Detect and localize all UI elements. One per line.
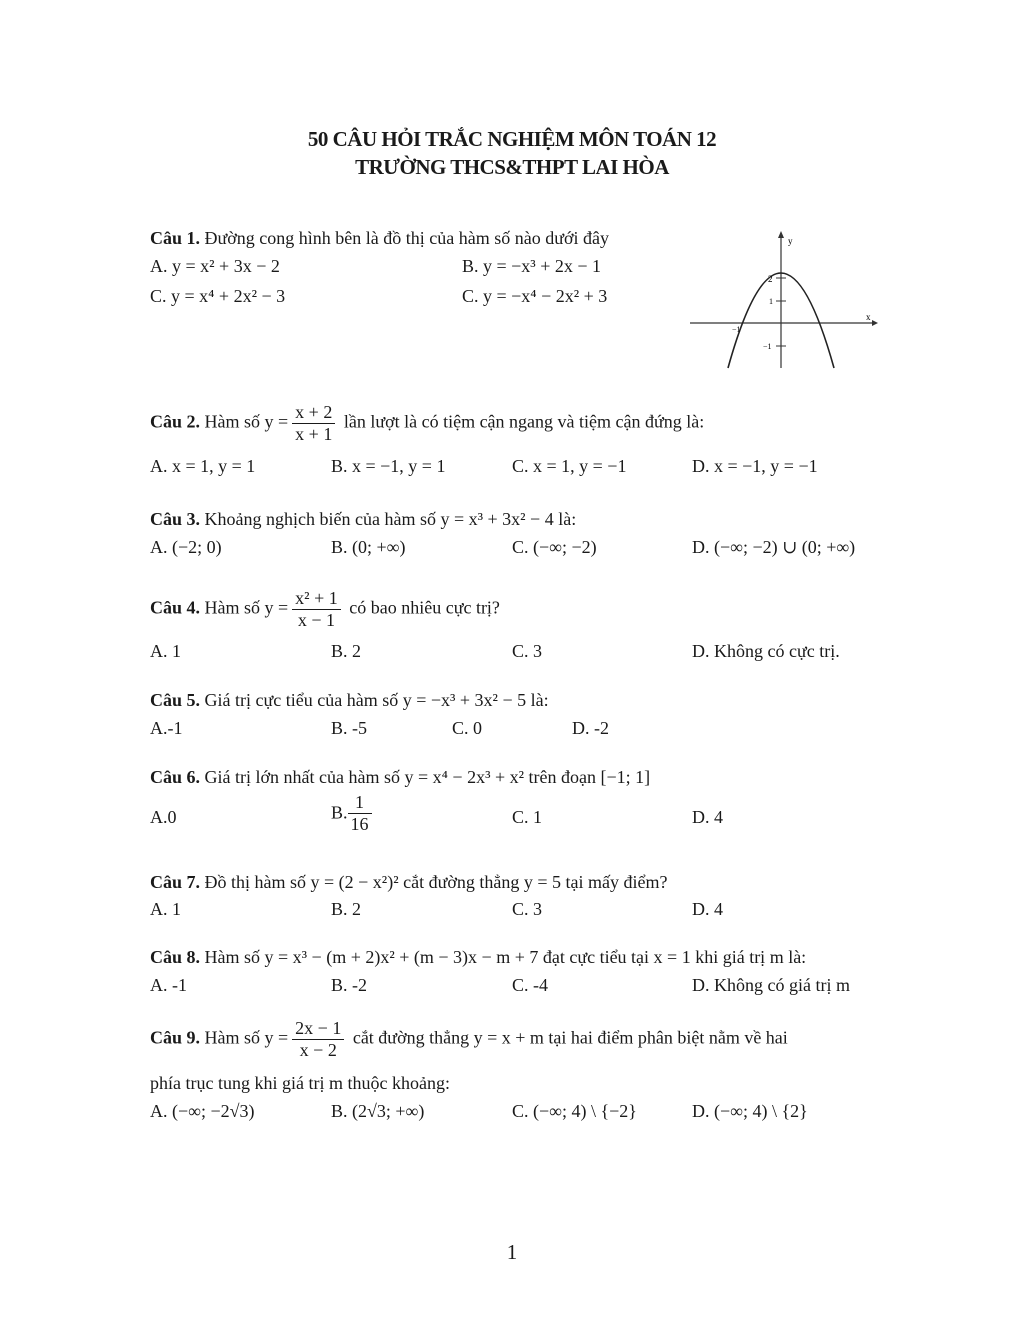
question-6: [150, 767, 650, 788]
question-pre: Hàm số y =: [204, 411, 289, 432]
question-text: Giá trị cực tiểu của hàm số y = −x³ + 3x² − 5 là:: [204, 690, 549, 710]
question-8: [150, 947, 806, 968]
q2-option-b: B. x = −1, y = 1: [331, 456, 446, 476]
q3-option-d: D. (−∞; −2) ∪ (0; +∞): [692, 537, 856, 557]
fraction-denominator: 16: [350, 813, 369, 834]
q1-option-a: A. y = x² + 3x − 2: [150, 256, 280, 276]
fraction: [292, 1018, 344, 1060]
question-label: Câu 5.: [150, 690, 201, 710]
tick-label-x-neg1: −1: [732, 325, 741, 334]
parabola-graph: [690, 228, 880, 373]
q3-option-a: A. (−2; 0): [150, 537, 222, 557]
q4-option-b: B. 2: [331, 641, 362, 661]
question-text: Đồ thị hàm số y = (2 − x²)² cắt đường thẳng y = 5 tại mấy điểm?: [204, 872, 668, 892]
q5-option-d: D. -2: [572, 718, 609, 738]
fraction: [292, 402, 335, 444]
fraction-denominator: x + 1: [295, 423, 333, 444]
question-label: Câu 1.: [150, 228, 201, 248]
q8-option-a: A. -1: [150, 975, 187, 995]
tick-label-1: 1: [769, 297, 773, 306]
question-2: [150, 402, 704, 444]
question-label: Câu 6.: [150, 767, 201, 787]
q6-option-d: D. 4: [692, 807, 723, 827]
q5-option-c: C. 0: [452, 718, 483, 738]
fraction-denominator: x − 2: [299, 1039, 337, 1060]
q4-option-a: A. 1: [150, 641, 181, 661]
q2-option-a: A. x = 1, y = 1: [150, 456, 256, 476]
fraction: [292, 588, 341, 630]
question-label: Câu 2.: [150, 411, 201, 432]
fraction-numerator: x² + 1: [292, 588, 341, 610]
question-label: Câu 4.: [150, 597, 201, 618]
question-post: lần lượt là có tiệm cận ngang và tiệm cận đứng là:: [343, 411, 705, 432]
question-pre: Hàm số y =: [204, 1027, 289, 1048]
q9-option-c: C. (−∞; 4) \ {−2}: [512, 1101, 637, 1121]
x-label: x: [866, 312, 871, 322]
question-label: Câu 7.: [150, 872, 201, 892]
question-pre: Hàm số y =: [204, 597, 289, 618]
q4-option-d: D. Không có cực trị.: [692, 641, 840, 661]
q9-option-a: A. (−∞; −2√3): [150, 1101, 255, 1121]
fraction-numerator: 1: [348, 792, 372, 814]
fraction-numerator: 2x − 1: [292, 1018, 344, 1040]
question-3: [150, 509, 576, 530]
q2-option-c: C. x = 1, y = −1: [512, 456, 627, 476]
q7-option-d: D. 4: [692, 899, 723, 919]
question-post: cắt đường thẳng y = x + m tại hai điểm phân biệt nằm về hai: [352, 1027, 788, 1048]
q3-option-b: B. (0; +∞): [331, 537, 406, 557]
question-label: Câu 8.: [150, 947, 201, 967]
q8-option-b: B. -2: [331, 975, 367, 995]
question-5: [150, 690, 549, 711]
option-letter: B.: [331, 802, 348, 823]
q7-option-b: B. 2: [331, 899, 362, 919]
x-axis-arrow: [872, 320, 878, 326]
q8-option-c: C. -4: [512, 975, 548, 995]
tick-label-2: 2: [768, 274, 773, 284]
q8-option-d: D. Không có giá trị m: [692, 975, 850, 995]
question-9-line2: phía trục tung khi giá trị m thuộc khoảng:: [150, 1073, 450, 1093]
question-label: Câu 9.: [150, 1027, 201, 1048]
q6-option-c: C. 1: [512, 807, 543, 827]
question-1: [150, 228, 609, 249]
question-text: Hàm số y = x³ − (m + 2)x² + (m − 3)x − m + 7 đạt cực tiểu tại x = 1 khi giá trị m là:: [204, 947, 807, 967]
q5-option-b: B. -5: [331, 718, 367, 738]
q2-option-d: D. x = −1, y = −1: [692, 456, 818, 476]
document-title: 50 CÂU HỎI TRẮC NGHIỆM MÔN TOÁN 12: [307, 127, 717, 151]
q9-option-d: D. (−∞; 4) \ {2}: [692, 1101, 808, 1121]
fraction-denominator: x − 1: [297, 609, 336, 630]
question-text: Giá trị lớn nhất của hàm số y = x⁴ − 2x³ + x² trên đoạn [−1; 1]: [204, 767, 651, 787]
question-post: có bao nhiêu cực trị?: [349, 597, 500, 618]
question-text: Đường cong hình bên là đồ thị của hàm số nào dưới đây: [204, 228, 609, 248]
school-name: TRƯỜNG THCS&THPT LAI HÒA: [355, 155, 669, 179]
q4-option-c: C. 3: [512, 641, 543, 661]
question-9: [150, 1018, 788, 1060]
y-label: y: [788, 236, 793, 246]
fraction: [348, 792, 372, 834]
q1-option-b: B. y = −x³ + 2x − 1: [462, 256, 602, 276]
question-4: [150, 588, 500, 630]
q7-option-a: A. 1: [150, 899, 181, 919]
q9-option-b: B. (2√3; +∞): [331, 1101, 425, 1121]
question-text: Khoảng nghịch biến của hàm số y = x³ + 3x² − 4 là:: [204, 509, 577, 529]
y-axis-arrow: [778, 231, 784, 238]
q1-option-c: C. y = x⁴ + 2x² − 3: [150, 286, 286, 306]
q7-option-c: C. 3: [512, 899, 543, 919]
q1-option-d: C. y = −x⁴ − 2x² + 3: [462, 286, 608, 306]
question-label: Câu 3.: [150, 509, 201, 529]
fraction-numerator: x + 2: [292, 402, 335, 424]
q5-option-a: A.-1: [150, 718, 183, 738]
q6-option-b: [331, 792, 376, 834]
question-7: [150, 872, 667, 893]
page-number: 1: [506, 1240, 518, 1264]
q3-option-c: C. (−∞; −2): [512, 537, 597, 557]
q6-option-a: A.0: [150, 807, 177, 827]
tick-label-neg1: −1: [763, 342, 772, 351]
